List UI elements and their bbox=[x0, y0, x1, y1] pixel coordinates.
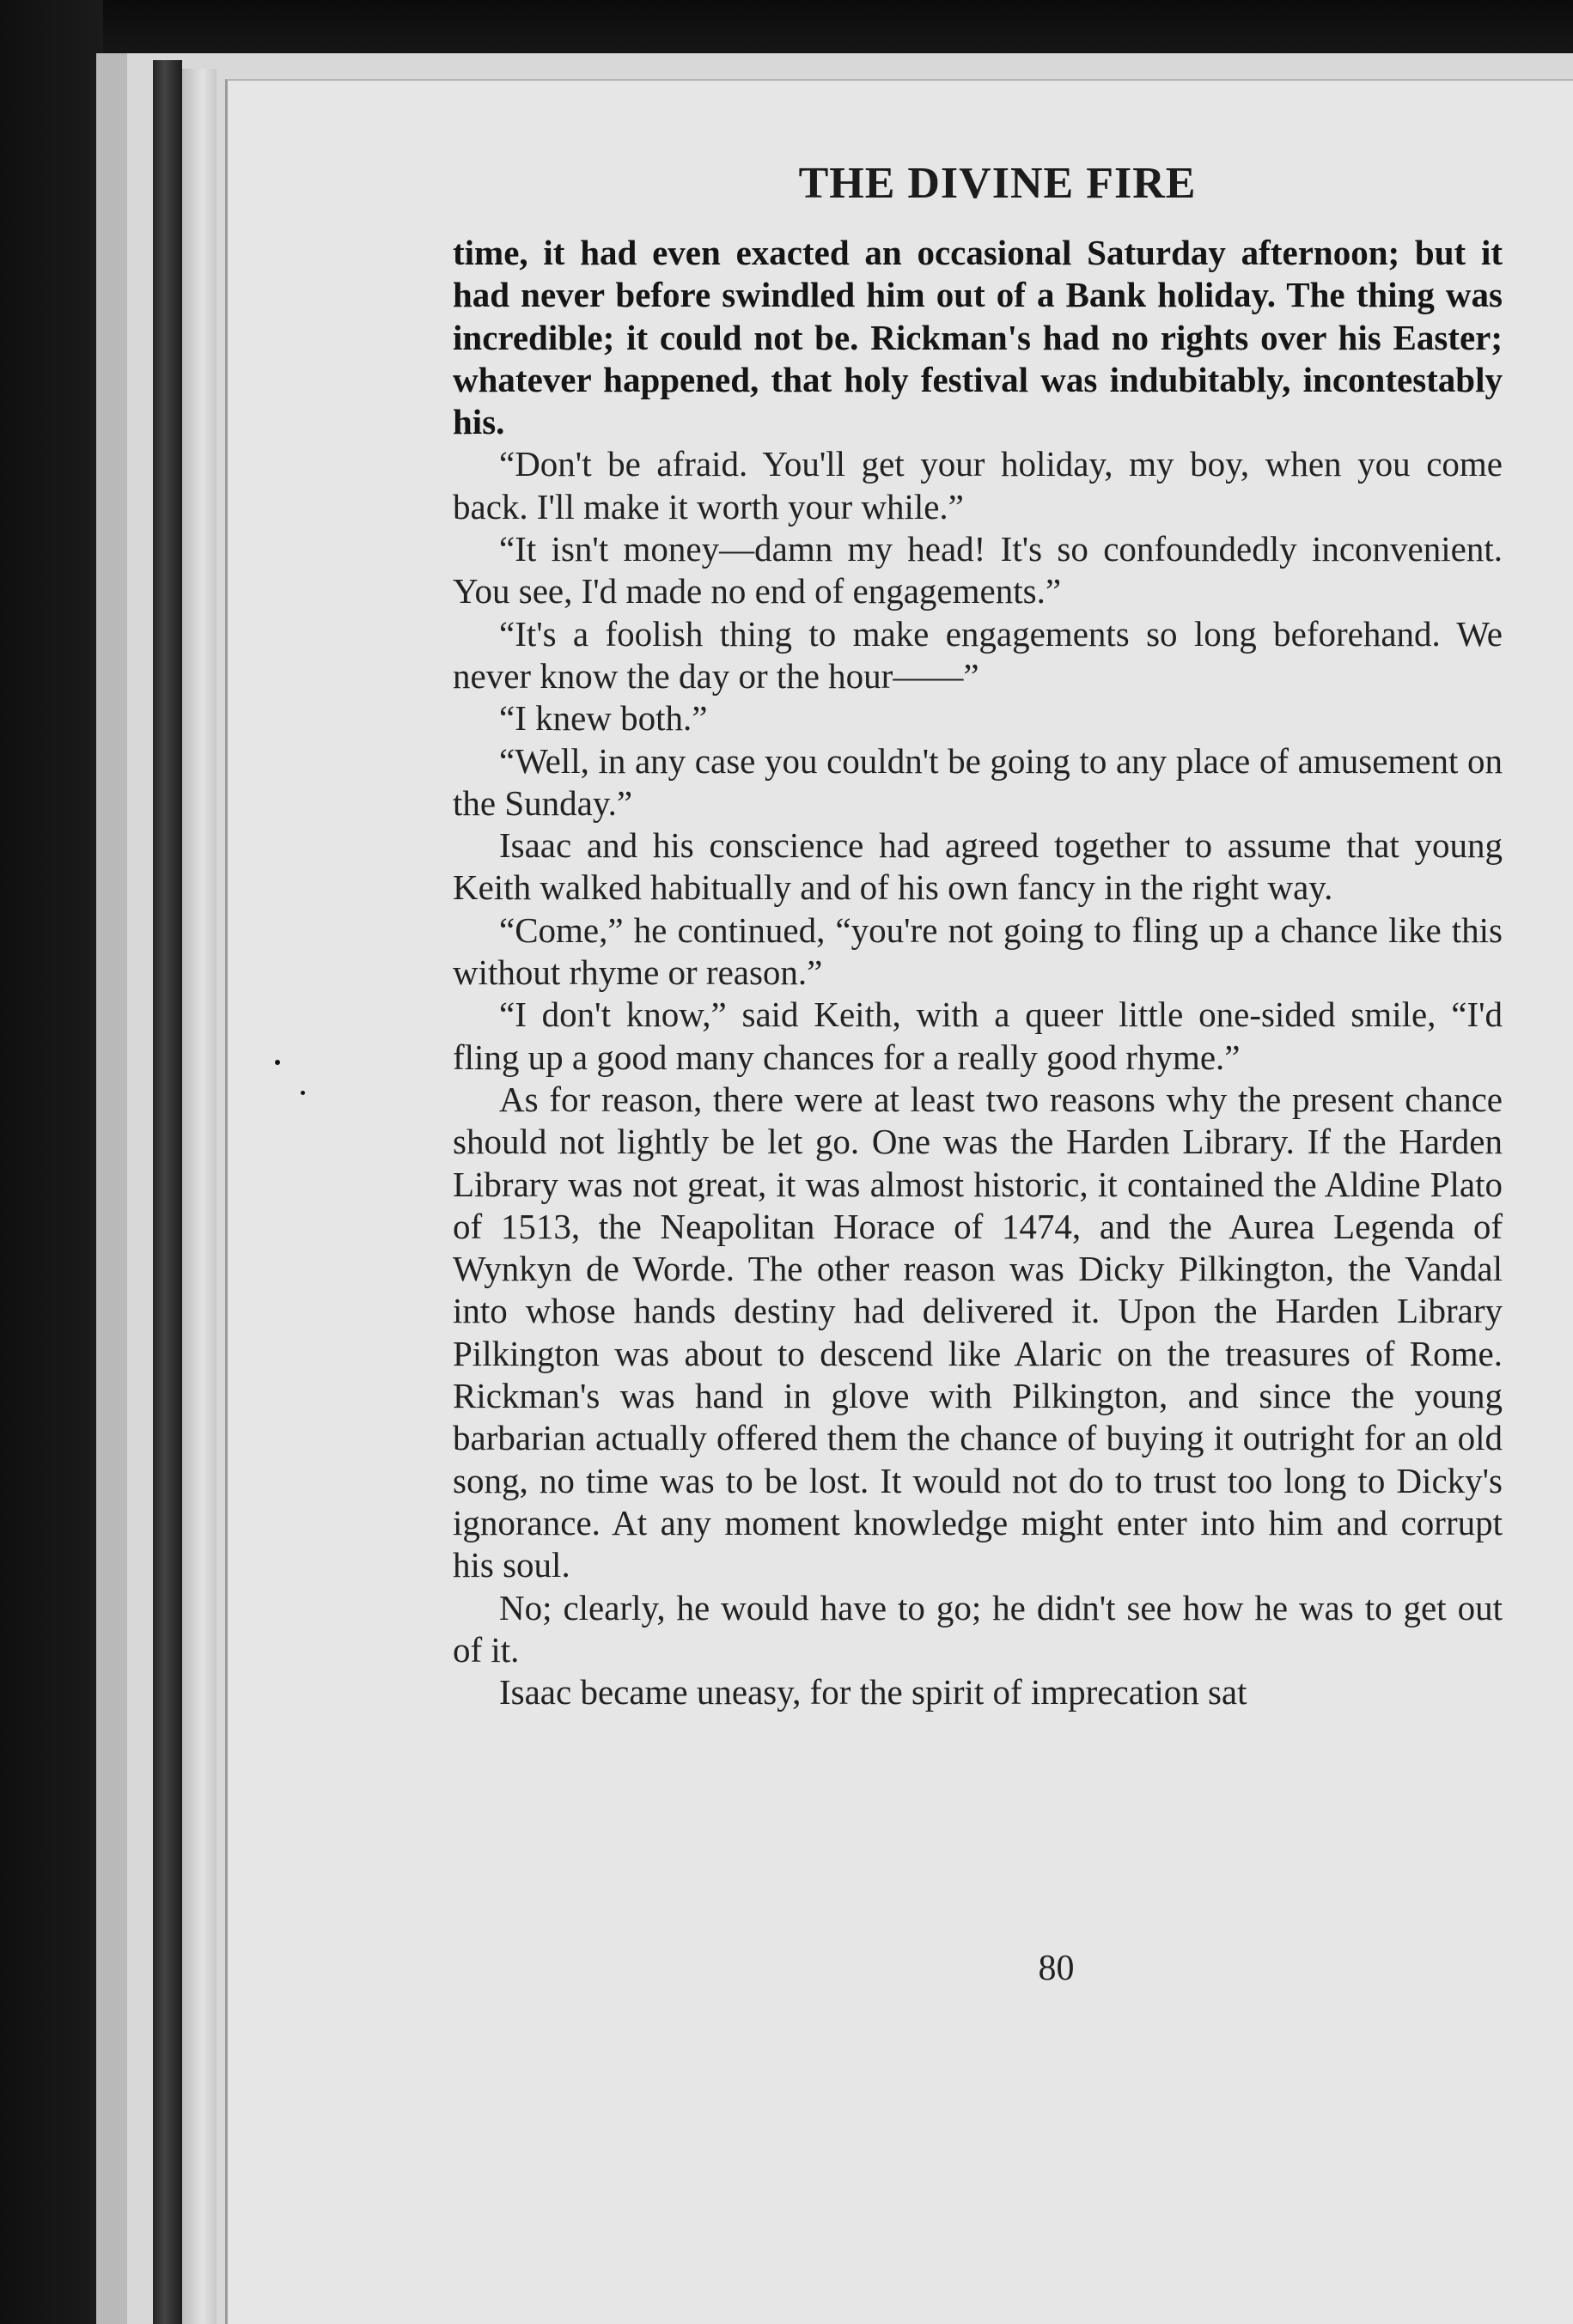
paragraph: “It isn't money—damn my head! It's so confoundedly inconvenient. You see, I'd made no end of engagements.” bbox=[453, 529, 1503, 611]
scanner-shadow-left bbox=[0, 0, 103, 2324]
paragraph: “Come,” he continued, “you're not going to fling up a chance like this without rhyme or reason.” bbox=[453, 910, 1503, 993]
paragraph: “I knew both.” bbox=[499, 698, 708, 739]
body-text bbox=[453, 232, 1503, 1713]
paragraph: “It's a foolish thing to make engagements so long beforehand. We never know the day or the hour——” bbox=[453, 613, 1503, 696]
paragraph: “I don't know,” said Keith, with a queer little one-sided smile, “I'd fling up a good many chances for a really good rhyme.” bbox=[453, 995, 1503, 1077]
dust-speck bbox=[275, 1060, 280, 1065]
running-head: THE DIVINE FIRE bbox=[798, 159, 1197, 208]
page-number-text: 80 bbox=[1038, 1949, 1075, 1988]
paragraph: Isaac and his conscience had agreed together to assume that young Keith walked habitually and of his own fancy in the right way. bbox=[453, 825, 1503, 908]
page-number bbox=[228, 1948, 1573, 1989]
paragraph: No; clearly, he would have to go; he didn't see how he was to get out of it. bbox=[453, 1587, 1503, 1670]
paragraph: “Don't be afraid. You'll get your holiday, my boy, when you come back. I'll make it worth your while.” bbox=[453, 444, 1503, 526]
scanner-shadow-top bbox=[0, 0, 1573, 52]
paragraph: Isaac became uneasy, for the spirit of imprecation sat bbox=[499, 1672, 1247, 1713]
paragraph: time, it had even exacted an occasional Saturday afternoon; but it had never before swindled him out of a Bank holiday. The thing was incredible; it could not be. Rickman's had no rights over his Easter; whatever happened, that holy festival was indubitably, incontestably his. bbox=[453, 233, 1503, 442]
dust-speck bbox=[301, 1091, 305, 1095]
binding-gutter-shadow bbox=[153, 60, 182, 2324]
paragraph: “Well, in any case you couldn't be going to any place of amusement on the Sunday.” bbox=[453, 740, 1503, 823]
page-edge-front bbox=[182, 69, 216, 2324]
paragraph: As for reason, there were at least two reasons why the present chance should not lightly be let go. One was the Harden Library. If the Harden Library was not great, it was almost historic, it contained the Aldine Plato of 1513, the Neapolitan Horace of 1474, and the Aurea Legenda of Wynkyn de Worde. The other reason was Dicky Pilkington, the Vandal into whose hands destiny had delivered it. Upon the Harden Library Pilkington was about to descend like Alaric on the treasures of Rome. Rickman's was hand in glove with Pilkington, and since the young barbarian actually offered them the chance of buying it outright for an old song, no time was to be lost. It would not do to trust too long to Dicky's ignorance. At any moment knowledge might enter into him and corrupt his soul. bbox=[453, 1079, 1503, 1585]
book-page bbox=[225, 79, 1573, 2324]
